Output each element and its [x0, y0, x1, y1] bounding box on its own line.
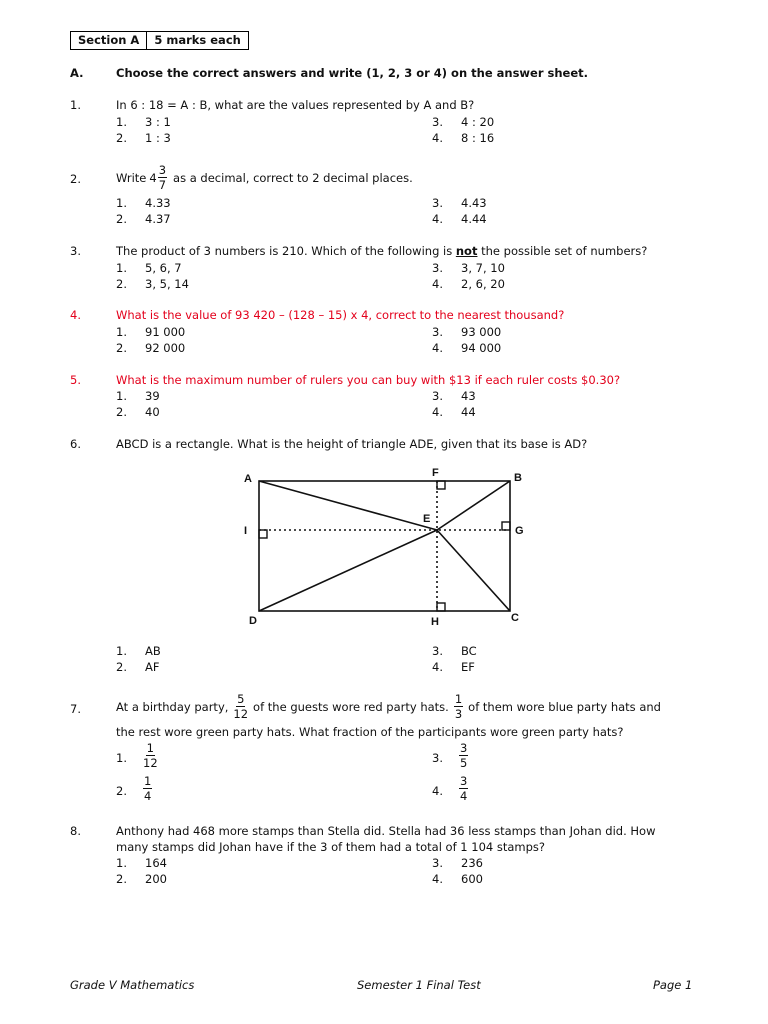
fraction-denominator: 12 [143, 756, 158, 770]
option-number: 4. [432, 341, 443, 355]
question-number: 7. [70, 702, 81, 716]
option-number: 4. [432, 660, 443, 674]
option-number: 1. [116, 389, 127, 403]
option-text: 600 [461, 872, 483, 886]
option-text: 1 : 3 [145, 131, 171, 145]
right-angle-g [502, 522, 510, 530]
option-text: EF [461, 660, 475, 674]
fraction-denominator: 7 [158, 178, 167, 192]
question-number: 8. [70, 824, 81, 838]
marks-label: 5 marks each [146, 32, 247, 49]
right-angle-f [437, 481, 445, 489]
whole-part: 4 [149, 170, 157, 185]
label-h: H [431, 616, 439, 628]
option-text: 5, 6, 7 [145, 261, 182, 275]
rectangle-diagram [235, 462, 535, 632]
line-be [437, 481, 510, 530]
fraction-numerator: 3 [158, 163, 167, 177]
fraction-denominator: 4 [144, 789, 152, 803]
line-ae [259, 481, 437, 530]
option-number: 2. [116, 872, 127, 886]
option-fraction [459, 741, 468, 770]
label-c: C [511, 612, 519, 624]
option-number: 4. [432, 212, 443, 226]
option-text: 93 000 [461, 325, 502, 339]
question-text-part: of them wore blue party hats and [468, 699, 661, 714]
option-number: 3. [432, 751, 443, 765]
option-text: 4 : 20 [461, 115, 495, 129]
option-number: 3. [432, 261, 443, 275]
option-text: 3 : 1 [145, 115, 171, 129]
section-header [70, 31, 249, 50]
option-number: 3. [432, 325, 443, 339]
option-number: 2. [116, 212, 127, 226]
right-angle-i [259, 530, 267, 538]
option-text: 91 000 [145, 325, 186, 339]
label-a: A [244, 473, 252, 485]
option-text: 94 000 [461, 341, 502, 355]
option-number: 4. [432, 277, 443, 291]
option-text: 40 [145, 405, 160, 419]
question-text-line-1 [116, 692, 661, 721]
option-text: 44 [461, 405, 476, 419]
question-text-after: as a decimal, correct to 2 decimal places. [173, 170, 413, 185]
option-text: 92 000 [145, 341, 186, 355]
option-number: 2. [116, 277, 127, 291]
fraction-numerator: 5 [237, 692, 245, 706]
option-text: 200 [145, 872, 167, 886]
footer-center: Semester 1 Final Test [357, 978, 481, 992]
option-number: 2. [116, 660, 127, 674]
question-number: 6. [70, 437, 81, 451]
fraction [459, 741, 468, 770]
question-number: 2. [70, 172, 81, 186]
option-text: 39 [145, 389, 160, 403]
question-text-before: Write [116, 170, 147, 185]
option-number: 2. [116, 784, 127, 798]
fraction-numerator: 3 [460, 774, 468, 788]
option-text: 236 [461, 856, 483, 870]
fraction-denominator: 4 [460, 789, 468, 803]
option-number: 4. [432, 405, 443, 419]
question-text: What is the maximum number of rulers you can buy with $13 if each ruler costs $0.30? [116, 373, 621, 387]
question-number: 1. [70, 98, 81, 112]
option-text: 4.37 [145, 212, 171, 226]
question-number: 3. [70, 244, 81, 258]
fraction-numerator: 3 [460, 741, 468, 755]
option-text: 43 [461, 389, 476, 403]
line-ce [437, 530, 510, 611]
option-text: 164 [145, 856, 167, 870]
fraction [459, 774, 468, 803]
question-text: ABCD is a rectangle. What is the height of triangle ADE, given that its base is AD? [116, 437, 588, 451]
option-fraction [459, 774, 468, 803]
line-de [259, 530, 437, 611]
instruction-text: Choose the correct answers and write (1, 2, 3 or 4) on the answer sheet. [116, 66, 589, 80]
fraction [143, 774, 152, 803]
option-number: 1. [116, 856, 127, 870]
option-number: 4. [432, 131, 443, 145]
option-text: 3, 5, 14 [145, 277, 189, 291]
fraction-numerator: 1 [144, 774, 152, 788]
fraction-denominator: 12 [233, 707, 249, 721]
question-text-part: At a birthday party, [116, 699, 229, 714]
mixed-number [146, 163, 167, 192]
right-angle-h [437, 603, 445, 611]
option-number: 1. [116, 644, 127, 658]
question-text-line-2: many stamps did Johan have if the 3 of them had a total of 1 104 stamps? [116, 840, 546, 854]
question-text-after: the possible set of numbers? [481, 244, 648, 258]
label-f: F [432, 467, 439, 479]
option-number: 1. [116, 261, 127, 275]
option-number: 3. [432, 196, 443, 210]
label-e: E [423, 513, 431, 525]
question-text [116, 163, 413, 192]
option-number: 3. [432, 389, 443, 403]
fraction-denominator: 3 [454, 707, 463, 721]
fraction [233, 692, 248, 721]
option-text: 4.44 [461, 212, 487, 226]
question-number: 5. [70, 373, 81, 387]
question-text-before: The product of 3 numbers is 210. Which of the following is [116, 244, 453, 258]
fraction [454, 692, 463, 721]
option-number: 1. [116, 751, 127, 765]
option-text: AF [145, 660, 160, 674]
instruction-letter: A. [70, 66, 84, 80]
label-i: I [244, 525, 248, 537]
option-number: 1. [116, 325, 127, 339]
fraction-numerator: 1 [146, 741, 154, 755]
option-number: 3. [432, 644, 443, 658]
option-fraction [143, 741, 158, 770]
option-number: 2. [116, 405, 127, 419]
rectangle-abcd [259, 481, 510, 611]
fraction-denominator: 5 [460, 756, 468, 770]
question-text-part: of the guests wore red party hats. [253, 699, 449, 714]
footer-left: Grade V Mathematics [70, 978, 195, 992]
page-number: Page 1 [653, 978, 693, 992]
option-number: 3. [432, 856, 443, 870]
option-text: 2, 6, 20 [461, 277, 505, 291]
fraction [143, 741, 158, 770]
option-fraction [143, 774, 152, 803]
option-number: 1. [116, 196, 127, 210]
option-number: 2. [116, 131, 127, 145]
question-text-line-1: Anthony had 468 more stamps than Stella did. Stella had 36 less stamps than Johan did. How [116, 824, 656, 838]
question-text: What is the value of 93 420 – (128 – 15) x 4, correct to the nearest thousand? [116, 308, 565, 322]
question-text: In 6 : 18 = A : B, what are the values represented by A and B? [116, 98, 475, 112]
label-b: B [514, 472, 522, 484]
fraction [158, 163, 167, 192]
option-number: 4. [432, 872, 443, 886]
section-label: Section A [78, 33, 140, 47]
option-text: 4.33 [145, 196, 171, 210]
option-text: 4.43 [461, 196, 487, 210]
option-text: 3, 7, 10 [461, 261, 505, 275]
option-number: 3. [432, 115, 443, 129]
option-text: AB [145, 644, 161, 658]
question-number: 4. [70, 308, 81, 322]
emphasis-not: not [455, 244, 478, 258]
label-g: G [515, 525, 524, 537]
option-text: BC [461, 644, 477, 658]
option-number: 2. [116, 341, 127, 355]
option-number: 1. [116, 115, 127, 129]
question-text [116, 244, 647, 258]
option-text: 8 : 16 [461, 131, 495, 145]
fraction-numerator: 1 [454, 692, 463, 706]
label-d: D [249, 615, 257, 627]
question-text-line-2: the rest wore green party hats. What fraction of the participants wore green party hats? [116, 725, 624, 739]
option-number: 4. [432, 784, 443, 798]
